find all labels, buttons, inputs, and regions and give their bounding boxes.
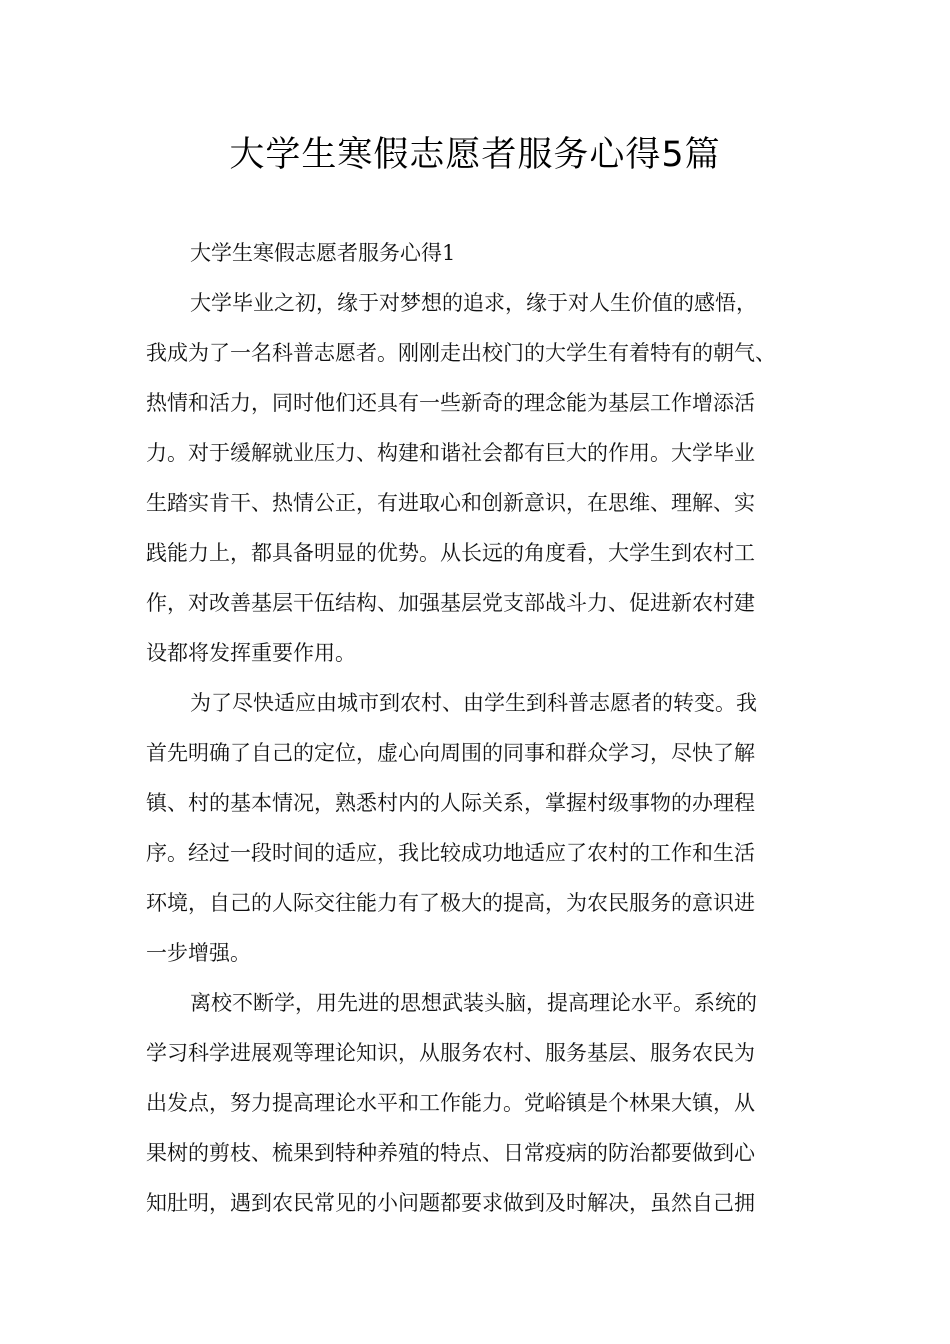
paragraph-2-line-2: 首先明确了自己的定位，虚心向周围的同事和群众学习，尽快了解 bbox=[146, 741, 755, 765]
paragraph-2-line-1: 为了尽快适应由城市到农村、由学生到科普志愿者的转变。我 bbox=[190, 691, 757, 715]
paragraph-1-line-3: 热情和活力，同时他们还具有一些新奇的理念能为基层工作增添活 bbox=[146, 391, 755, 415]
section-heading: 大学生寒假志愿者服务心得1 bbox=[190, 241, 456, 265]
paragraph-1-line-6: 践能力上，都具备明显的优势。从长远的角度看，大学生到农村工 bbox=[146, 541, 755, 565]
paragraph-1-line-5: 生踏实肯干、热情公正，有进取心和创新意识，在思维、理解、实 bbox=[146, 491, 755, 515]
paragraph-3-line-4: 果树的剪枝、梳果到特种养殖的特点、日常疫病的防治都要做到心 bbox=[146, 1141, 755, 1165]
paragraph-3-line-2: 学习科学进展观等理论知识，从服务农村、服务基层、服务农民为 bbox=[146, 1041, 755, 1065]
paragraph-3-line-1: 离校不断学，用先进的思想武装头脑，提高理论水平。系统的 bbox=[190, 991, 757, 1015]
paragraph-2-line-3: 镇、村的基本情况，熟悉村内的人际关系，掌握村级事物的办理程 bbox=[146, 791, 755, 815]
paragraph-1-line-8: 设都将发挥重要作用。 bbox=[146, 641, 356, 665]
paragraph-2-line-4: 序。经过一段时间的适应，我比较成功地适应了农村的工作和生活 bbox=[146, 841, 755, 865]
paragraph-3-line-3: 出发点，努力提高理论水平和工作能力。党峪镇是个林果大镇，从 bbox=[146, 1091, 755, 1115]
paragraph-1-line-2: 我成为了一名科普志愿者。刚刚走出校门的大学生有着特有的朝气、 bbox=[146, 341, 776, 365]
document-title: 大学生寒假志愿者服务心得5篇 bbox=[229, 135, 721, 175]
paragraph-1-line-4: 力。对于缓解就业压力、构建和谐社会都有巨大的作用。大学毕业 bbox=[146, 441, 755, 465]
paragraph-2-line-5: 环境，自己的人际交往能力有了极大的提高，为农民服务的意识进 bbox=[146, 891, 755, 915]
paragraph-3-line-5: 知肚明，遇到农民常见的小问题都要求做到及时解决，虽然自己拥 bbox=[146, 1191, 755, 1215]
document-body bbox=[146, 228, 826, 1228]
paragraph-2-line-6: 一步增强。 bbox=[146, 941, 251, 965]
paragraph-1-line-1: 大学毕业之初，缘于对梦想的追求，缘于对人生价值的感悟， bbox=[190, 291, 757, 315]
paragraph-1-line-7: 作，对改善基层干伍结构、加强基层党支部战斗力、促进新农村建 bbox=[146, 591, 755, 615]
